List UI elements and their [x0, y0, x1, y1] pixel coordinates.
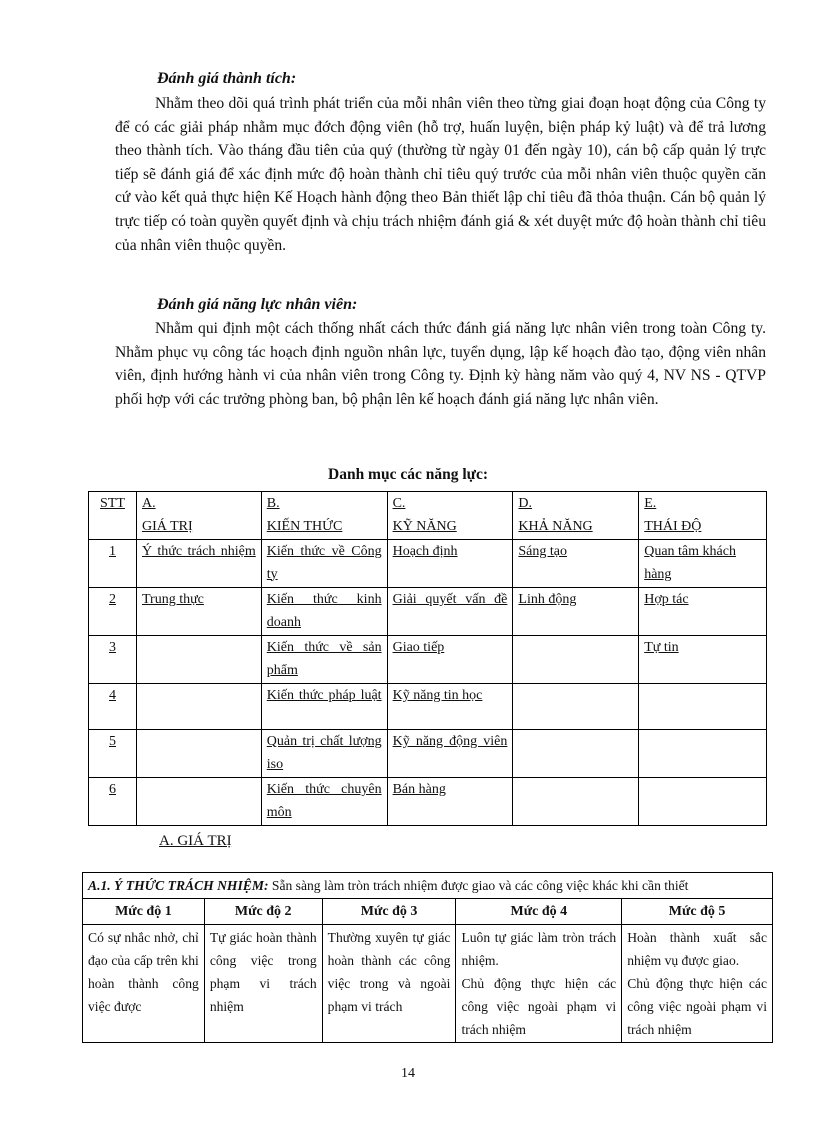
table-row [89, 684, 767, 730]
level-1-description: Có sự nhắc nhở, chỉ đạo của cấp trên khi hoàn thành công việc được [83, 925, 205, 1043]
row-number: 1 [89, 540, 137, 588]
cell-value: Ý thức trách nhiệm [136, 540, 261, 588]
cell-knowledge: Kiến thức pháp luật [261, 684, 387, 730]
level-2-description: Tự giác hoàn thành công việc trong phạm vi trách nhiệm [204, 925, 322, 1043]
header-code: C. [392, 496, 406, 511]
level-4-header: Mức độ 4 [456, 899, 622, 925]
level-1-header: Mức độ 1 [83, 899, 205, 925]
cell-ability [513, 778, 639, 826]
cell-attitude [639, 778, 767, 826]
header-code: A. [141, 496, 156, 511]
cell-ability: Linh động [513, 588, 639, 636]
capability-table [88, 491, 767, 826]
header-code: E. [644, 496, 657, 511]
paragraph-capability-evaluation: Nhằm qui định một cách thống nhất cách thức đánh giá năng lực nhân viên trong toàn Công ty. Nhằm phục vụ công tác hoạch định nguồn nhân lực, tuyển dụng, lập kế hoạch đào tạo, động viên nhân viên, định hướng hành vi của nhân viên trong Công ty. Định kỳ hàng năm vào quý 4, NV NS - QTVP phối hợp với các trưởng phòng ban, bộ phận lên kế hoạch đánh giá năng lực nhân viên. [115, 320, 766, 408]
table-row [89, 730, 767, 778]
cell-value [136, 684, 261, 730]
responsibility-title-bold: A.1. Ý THỨC TRÁCH NHIỆM: [88, 878, 269, 893]
cell-value [136, 636, 261, 684]
heading-achievement-evaluation: Đánh giá thành tích: [157, 70, 297, 87]
section-a-title: A. GIÁ TRỊ [159, 833, 232, 849]
level-2-header: Mức độ 2 [204, 899, 322, 925]
row-number: 5 [89, 730, 137, 778]
level-3-description: Thường xuyên tự giác hoàn thành các công việc trong và ngoài phạm vi trách [322, 925, 456, 1043]
page-number: 14 [401, 1066, 415, 1081]
heading-capability-evaluation: Đánh giá năng lực nhân viên: [157, 296, 358, 313]
capability-header-row [89, 492, 767, 540]
cell-ability [513, 684, 639, 730]
level-description-row [83, 925, 773, 1043]
cell-attitude: Quan tâm khách hàng [639, 540, 767, 588]
cell-attitude: Tự tin [639, 636, 767, 684]
cell-knowledge: Quản trị chất lượng iso [261, 730, 387, 778]
cell-knowledge: Kiến thức về sản phẩm [261, 636, 387, 684]
cell-attitude [639, 684, 767, 730]
cell-skill: Giải quyết vấn đề [387, 588, 513, 636]
cell-knowledge: Kiến thức về Công ty [261, 540, 387, 588]
table-row [89, 636, 767, 684]
row-number: 4 [89, 684, 137, 730]
header-name: GIÁ TRỊ [141, 518, 193, 534]
header-col-c [387, 492, 513, 540]
header-code: B. [266, 496, 280, 511]
level-3-header: Mức độ 3 [322, 899, 456, 925]
responsibility-title-cell [83, 873, 773, 899]
header-col-a [136, 492, 261, 540]
level-header-row [83, 899, 773, 925]
cell-ability [513, 730, 639, 778]
cell-ability: Sáng tạo [513, 540, 639, 588]
table-row [89, 778, 767, 826]
header-name: THÁI ĐỘ [644, 518, 702, 534]
paragraph-achievement-evaluation: Nhằm theo dõi quá trình phát triển của mỗi nhân viên theo từng giai đoạn hoạt động của Công ty để có các giải pháp nhằm mục đớch động viên (hỗ trợ, huấn luyện, biện pháp kỷ luật) và để trả lương theo thành tích. Vào tháng đầu tiên của quý (thường từ ngày 01 đến ngày 10), cán bộ cấp quản lý trực tiếp sẽ đánh giá để xác định mức độ hoàn thành chỉ tiêu quý trước của mỗi nhân viên thuộc quyền căn cứ vào kết quả thực hiện Kế Hoạch hành động theo Bản thiết lập chỉ tiêu đã thỏa thuận. Cán bộ quản lý trực tiếp có toàn quyền quyết định và chịu trách nhiệm đánh giá & xét duyệt mức độ hoàn thành chỉ tiêu của nhân viên thuộc quyền. [115, 95, 766, 254]
header-stt: STT [89, 492, 137, 540]
cell-skill: Hoạch định [387, 540, 513, 588]
capability-table-title: Danh mục các năng lực: [328, 466, 488, 483]
level-5-header: Mức độ 5 [622, 899, 773, 925]
cell-knowledge: Kiến thức chuyên môn [261, 778, 387, 826]
header-name: KHẢ NĂNG [518, 518, 593, 534]
header-name: KIẾN THỨC [266, 518, 343, 534]
cell-attitude [639, 730, 767, 778]
header-code: D. [518, 496, 533, 511]
level-5-description: Hoàn thành xuất sắc nhiệm vụ được giao. Chủ động thực hiện các công việc ngoài phạm vi trách nhiệm [622, 925, 773, 1043]
cell-skill: Kỹ năng động viên [387, 730, 513, 778]
cell-skill: Bán hàng [387, 778, 513, 826]
cell-skill: Kỹ năng tin học [387, 684, 513, 730]
level-4-description: Luôn tự giác làm tròn trách nhiệm. Chủ động thực hiện các công việc ngoài phạm vi trách nhiệm [456, 925, 622, 1043]
cell-knowledge: Kiến thức kinh doanh [261, 588, 387, 636]
responsibility-table [82, 872, 773, 1043]
cell-value [136, 778, 261, 826]
row-number: 2 [89, 588, 137, 636]
header-name: KỸ NĂNG [392, 518, 457, 534]
header-col-e [639, 492, 767, 540]
cell-value [136, 730, 261, 778]
responsibility-title-row [83, 873, 773, 899]
table-row [89, 588, 767, 636]
responsibility-title-text: Sẵn sàng làm tròn trách nhiệm được giao và các công việc khác khi cần thiết [271, 878, 689, 893]
cell-attitude: Hợp tác [639, 588, 767, 636]
table-row [89, 540, 767, 588]
cell-skill: Giao tiếp [387, 636, 513, 684]
header-col-b [261, 492, 387, 540]
cell-ability [513, 636, 639, 684]
row-number: 6 [89, 778, 137, 826]
header-col-d [513, 492, 639, 540]
row-number: 3 [89, 636, 137, 684]
cell-value: Trung thực [136, 588, 261, 636]
